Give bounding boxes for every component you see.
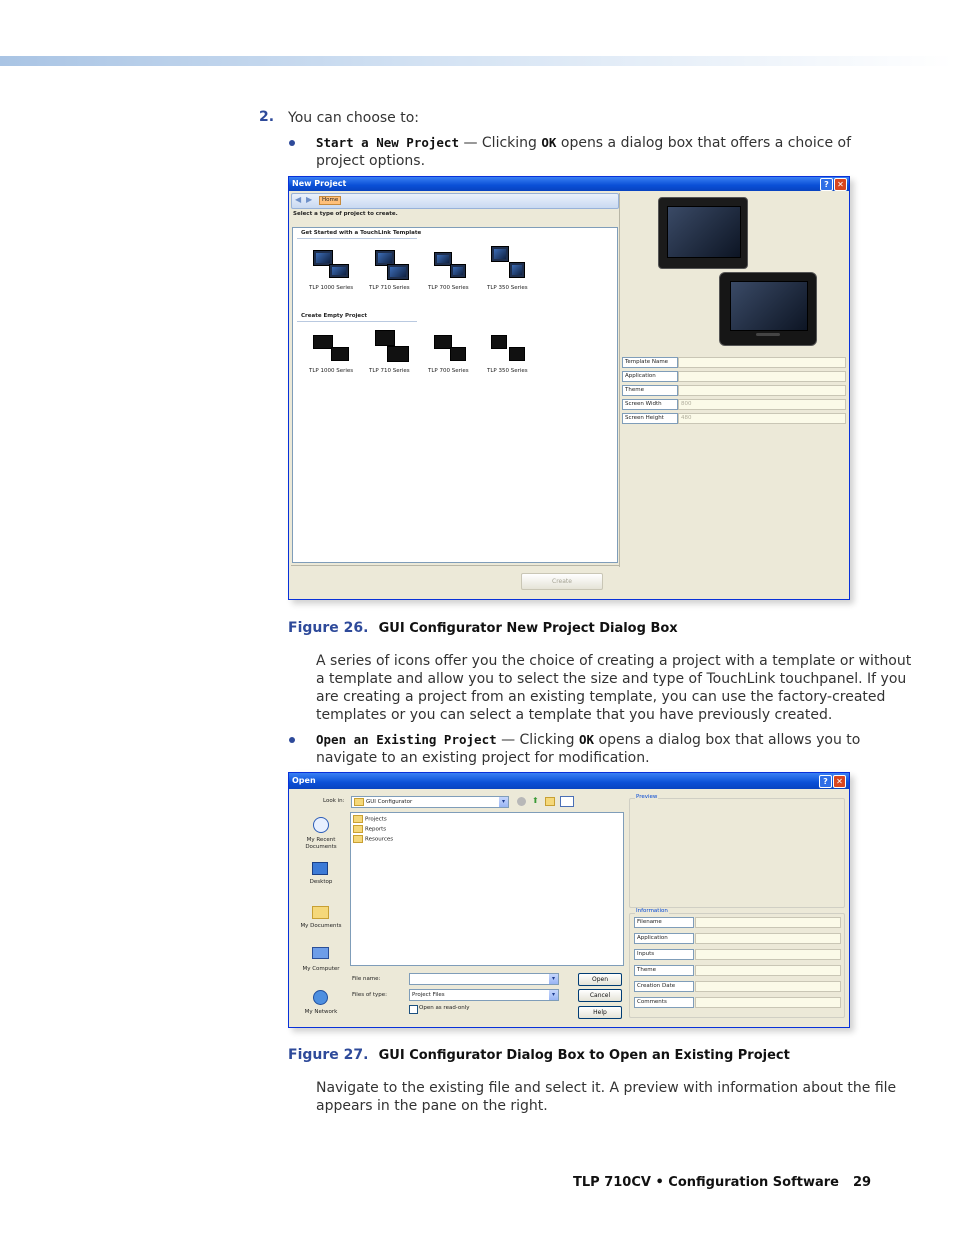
- template-section-header: Get Started with a TouchLink Template: [301, 230, 422, 236]
- info-label-application: Application: [634, 933, 694, 944]
- info-value-comments[interactable]: [695, 997, 841, 1008]
- paragraph1-line3: are creating a project from an existing template, you can use the factory-created: [316, 689, 886, 705]
- bullet2-line1: [316, 731, 860, 749]
- list-item[interactable]: Resources: [353, 835, 393, 844]
- new-project-dialog: [288, 176, 850, 600]
- figure27-label: Figure 27.: [288, 1047, 369, 1063]
- nav-bar: [291, 193, 619, 209]
- look-in-select[interactable]: [351, 796, 509, 808]
- paragraph1-line4: templates or you can select a template that you have previously created.: [316, 707, 833, 723]
- files-of-type-label: Files of type:: [352, 992, 388, 998]
- paragraph2-line1: Navigate to the existing file and select it. A preview with information about the file: [316, 1080, 897, 1096]
- info-value-filename[interactable]: [695, 917, 841, 928]
- empty-tlp-1000-icon[interactable]: [311, 331, 351, 365]
- bullet2-rest: opens a dialog box that allows you to: [594, 732, 861, 748]
- file-name-label: File name:: [352, 976, 381, 982]
- empty-label-710: TLP 710 Series: [369, 368, 410, 374]
- place-desktop[interactable]: Desktop: [309, 879, 333, 885]
- my-documents-icon[interactable]: [311, 903, 329, 919]
- template-label-700: TLP 700 Series: [428, 285, 469, 291]
- info-label-filename: Filename: [634, 917, 694, 928]
- info-label-theme: Theme: [634, 965, 694, 976]
- place-my-computer[interactable]: My Computer: [302, 966, 340, 972]
- bullet2-dash: — Clicking: [496, 732, 579, 748]
- paragraph1-line1: A series of icons offer you the choice of creating a project with a template or without: [316, 653, 912, 669]
- footer-title: TLP 710CV • Configuration Software: [573, 1175, 839, 1190]
- page-number: 29: [853, 1175, 872, 1190]
- preview-group-title: Preview: [636, 794, 658, 800]
- open-dialog: [288, 772, 850, 1028]
- files-of-type-select[interactable]: [409, 989, 559, 1001]
- info-value-inputs[interactable]: [695, 949, 841, 960]
- header-gradient-bar: [0, 56, 954, 66]
- files-of-type-value: Project Files: [412, 992, 445, 998]
- field-value-theme[interactable]: [678, 385, 846, 396]
- list-item[interactable]: Projects: [353, 815, 387, 824]
- paragraph2-line2: appears in the pane on the right.: [316, 1098, 548, 1114]
- forward-arrow-icon[interactable]: ▶: [306, 195, 313, 204]
- code-ok: OK: [541, 135, 557, 150]
- figure26-title: GUI Configurator New Project Dialog Box: [378, 621, 678, 636]
- chevron-down-icon[interactable]: ▾: [549, 990, 558, 1000]
- empty-tlp-700-icon[interactable]: [430, 331, 470, 365]
- code-start-new-project: Start a New Project: [316, 135, 459, 150]
- template-tlp-700-icon[interactable]: [430, 248, 470, 282]
- bullet1-rest: opens a dialog box that offers a choice of: [556, 135, 852, 151]
- info-value-creation-date[interactable]: [695, 981, 841, 992]
- info-label-inputs: Inputs: [634, 949, 694, 960]
- preview-group: [629, 798, 845, 908]
- field-value-screen-height[interactable]: 480: [678, 413, 846, 424]
- help-icon[interactable]: ?: [819, 775, 832, 788]
- bullet1-line1: [316, 134, 851, 152]
- field-label-theme: Theme: [622, 385, 678, 396]
- info-value-application[interactable]: [695, 933, 841, 944]
- folder-icon: [353, 815, 363, 823]
- project-type-panel: [292, 227, 618, 563]
- field-label-screen-width: Screen Width: [622, 399, 678, 410]
- empty-tlp-350-icon[interactable]: [489, 331, 529, 365]
- template-label-710: TLP 710 Series: [369, 285, 410, 291]
- my-network-icon[interactable]: [311, 989, 329, 1005]
- template-tlp-1000-icon[interactable]: [311, 248, 351, 282]
- info-label-creation-date: Creation Date: [634, 981, 694, 992]
- field-value-screen-width[interactable]: 800: [678, 399, 846, 410]
- bullet2-line2: navigate to an existing project for modification.: [316, 750, 650, 766]
- place-my-network[interactable]: My Network: [304, 1009, 338, 1015]
- code-ok: OK: [578, 732, 595, 747]
- new-folder-icon[interactable]: [545, 797, 555, 806]
- folder-icon: [354, 798, 364, 806]
- open-button[interactable]: Open: [578, 973, 622, 986]
- template-section-rule: [297, 238, 417, 239]
- figure26-caption: [288, 617, 678, 636]
- bottom-separator: [291, 565, 619, 566]
- empty-tlp-710-icon[interactable]: [371, 328, 411, 364]
- recent-documents-icon[interactable]: [311, 817, 329, 833]
- information-group-title: Information: [636, 908, 668, 914]
- file-list[interactable]: [350, 812, 624, 966]
- up-folder-icon[interactable]: ⬆: [532, 796, 539, 805]
- figure26-label: Figure 26.: [288, 620, 369, 636]
- template-label-1000: TLP 1000 Series: [309, 285, 354, 291]
- chevron-down-icon[interactable]: ▾: [499, 797, 508, 807]
- info-label-comments: Comments: [634, 997, 694, 1008]
- look-in-value: GUI Configurator: [366, 799, 413, 805]
- read-only-label: Open as read-only: [419, 1005, 470, 1011]
- dialog-titlebar: [289, 177, 849, 191]
- field-value-template-name[interactable]: [678, 357, 846, 368]
- place-my-documents[interactable]: My Documents: [300, 923, 342, 929]
- read-only-checkbox[interactable]: [409, 1005, 418, 1014]
- desktop-icon[interactable]: [311, 861, 329, 877]
- close-icon[interactable]: ✕: [833, 775, 846, 788]
- back-icon[interactable]: [517, 797, 526, 806]
- field-value-application[interactable]: [678, 371, 846, 382]
- preview-touchpanel-2: [719, 272, 817, 346]
- figure27-title: GUI Configurator Dialog Box to Open an Existing Project: [378, 1048, 790, 1063]
- dialog-title: Open: [292, 776, 316, 785]
- folder-icon: [353, 835, 363, 843]
- view-menu-icon[interactable]: [560, 796, 574, 807]
- close-icon[interactable]: ✕: [834, 178, 847, 191]
- empty-label-1000: TLP 1000 Series: [309, 368, 354, 374]
- look-in-label: Look in:: [323, 798, 345, 804]
- info-value-theme[interactable]: [695, 965, 841, 976]
- step-intro: You can choose to:: [288, 110, 420, 126]
- empty-label-700: TLP 700 Series: [428, 368, 469, 374]
- folder-icon: [353, 825, 363, 833]
- list-item[interactable]: Reports: [353, 825, 386, 834]
- step-number: 2.: [259, 109, 275, 125]
- tab-home[interactable]: Home: [319, 196, 341, 205]
- file-name-input[interactable]: [409, 973, 559, 985]
- cancel-button[interactable]: Cancel: [578, 989, 622, 1002]
- template-tlp-710-icon[interactable]: [371, 248, 411, 282]
- back-arrow-icon[interactable]: ◀: [295, 195, 302, 204]
- chevron-down-icon[interactable]: ▾: [549, 974, 558, 984]
- field-label-screen-height: Screen Height: [622, 413, 678, 424]
- bullet-dot: [289, 737, 295, 743]
- preview-separator: [619, 193, 620, 567]
- field-label-application: Application: [622, 371, 678, 382]
- code-open-existing-project: Open an Existing Project: [316, 732, 497, 747]
- my-computer-icon[interactable]: [311, 946, 329, 962]
- figure27-caption: [288, 1044, 790, 1063]
- empty-section-header: Create Empty Project: [301, 313, 368, 319]
- template-label-350: TLP 350 Series: [487, 285, 528, 291]
- empty-label-350: TLP 350 Series: [487, 368, 528, 374]
- create-button[interactable]: Create: [521, 573, 603, 590]
- bullet-dot: [289, 140, 295, 146]
- template-tlp-350-icon[interactable]: [489, 246, 529, 282]
- dialog-titlebar: [289, 773, 849, 789]
- select-type-label: Select a type of project to create.: [293, 211, 398, 217]
- bullet1-line2: project options.: [316, 153, 426, 169]
- paragraph1-line2: a template and allow you to select the size and type of TouchLink touchpanel. If you: [316, 671, 907, 687]
- place-recent-documents[interactable]: My Recent Documents: [305, 837, 337, 850]
- bullet1-dash: — Clicking: [459, 135, 542, 151]
- empty-section-rule: [297, 321, 417, 322]
- preview-touchpanel-1: [658, 197, 748, 269]
- help-icon[interactable]: ?: [820, 178, 833, 191]
- dialog-title: New Project: [292, 179, 347, 188]
- help-button[interactable]: Help: [578, 1006, 622, 1019]
- field-label-template-name: Template Name: [622, 357, 678, 368]
